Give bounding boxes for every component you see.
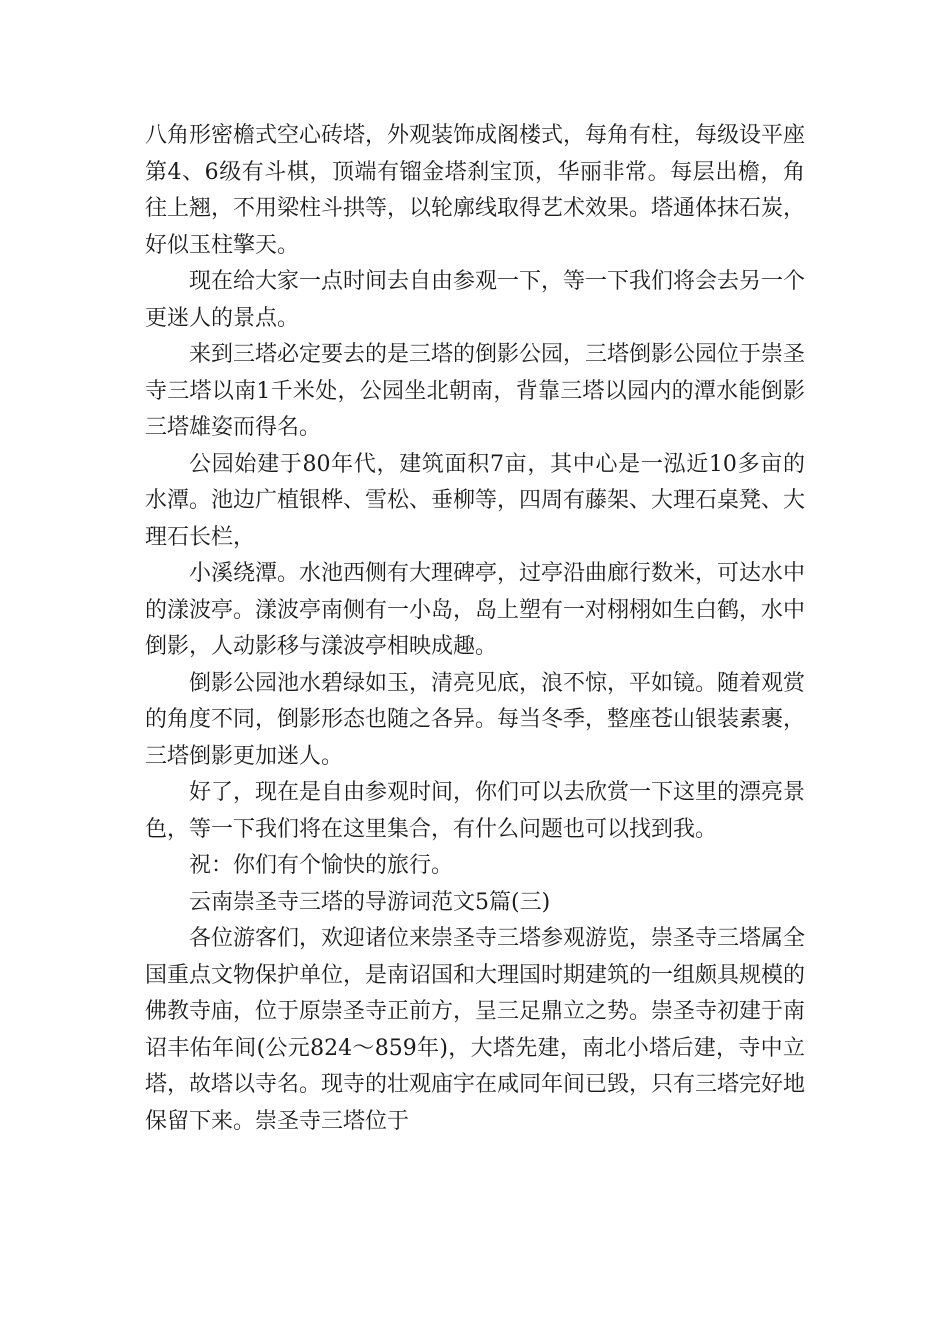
- paragraph-wish: 祝：你们有个愉快的旅行。: [189, 853, 454, 878]
- document-body: [145, 118, 805, 1140]
- section-heading: 云南崇圣寺三塔的导游词范文5篇(三): [189, 889, 551, 915]
- paragraph-pool-water: 倒影公园池水碧绿如玉，清亮见底，浪不惊，平如镜。随着观赏的角度不同，倒影形态也随之各异。每当冬季，整座苍山银装素裹，三塔倒影更加迷人。: [145, 670, 806, 769]
- paragraph-park-history: 公园始建于80年代，建筑面积7亩，其中心是一泓近10多亩的水潭。池边广植银桦、雪松、垂柳等，四周有藤架、大理石桌凳、大理石长栏，: [145, 451, 806, 550]
- paragraph-free-visit: 现在给大家一点时间去自由参观一下，等一下我们将会去另一个更迷人的景点。: [145, 269, 806, 331]
- paragraph-reflection-park: 来到三塔必定要去的是三塔的倒影公园，三塔倒影公园位于崇圣寺三塔以南1千米处，公园坐北朝南，背靠三塔以园内的潭水能倒影三塔雄姿而得名。: [145, 342, 806, 440]
- paragraph-welcome: 各位游客们，欢迎诸位来崇圣寺三塔参观游览，崇圣寺三塔属全国重点文物保护单位，是南诏国和大理国时期建筑的一组颇具规模的佛教寺庙，位于原崇圣寺正前方，呈三足鼎立之势。崇圣寺初建于南诏丰佑年间(公元824～859年)，大塔先建，南北小塔后建，寺中立塔，故塔以寺名。现寺的壮观庙宇在咸同年间已毁，只有三塔完好地保留下来。崇圣寺三塔位于: [145, 926, 806, 1134]
- paragraph-pagoda-description: 八角形密檐式空心砖塔，外观装饰成阁楼式，每角有柱，每级设平座第4、6级有斗棋，顶端有镏金塔刹宝顶，华丽非常。每层出檐，角往上翘，不用梁柱斗拱等，以轮廓线取得艺术效果。塔通体抹石炭，好似玉柱擎天。: [145, 123, 806, 258]
- paragraph-free-time: 好了，现在是自由参观时间，你们可以去欣赏一下这里的漂亮景色，等一下我们将在这里集合，有什么问题也可以找到我。: [145, 780, 806, 842]
- paragraph-stream-pavilion: 小溪绕潭。水池西侧有大理碑亭，过亭沿曲廊行数米，可达水中的漾波亭。漾波亭南侧有一小岛，岛上塑有一对栩栩如生白鹤，水中倒影，人动影移与漾波亭相映成趣。: [145, 561, 806, 659]
